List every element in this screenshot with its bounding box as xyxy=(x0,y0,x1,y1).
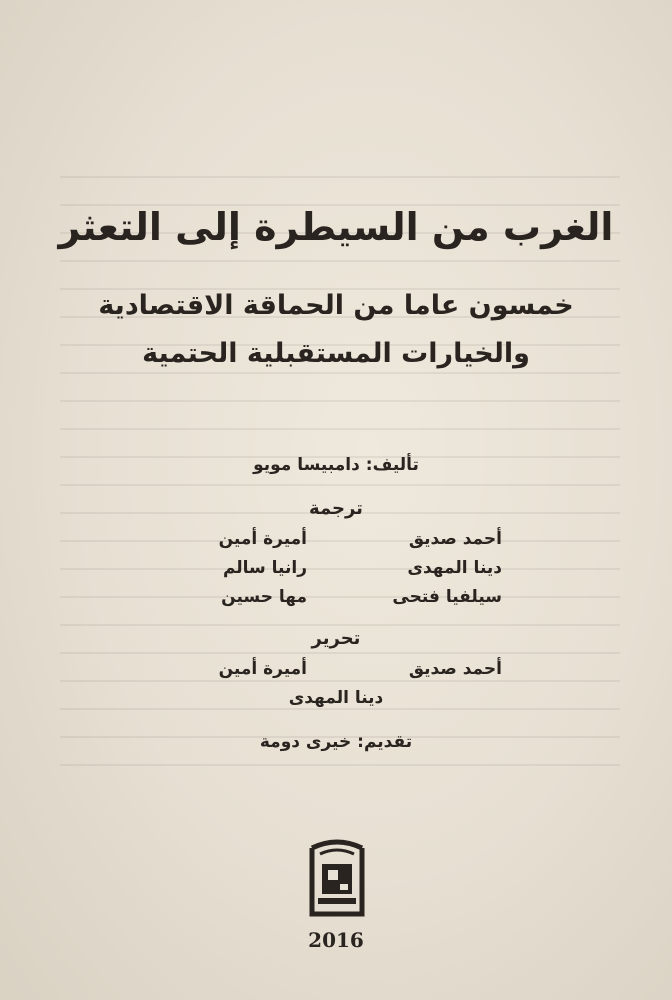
subtitle-line-2: والخيارات المستقبلية الحتمية xyxy=(142,338,530,369)
translators-left-column xyxy=(157,525,307,612)
translator-name: دينا المهدى xyxy=(407,558,502,578)
editor-name: دينا المهدى xyxy=(288,688,384,708)
publication-year: 2016 xyxy=(308,928,364,952)
translator-name: أميرة أمين xyxy=(218,529,307,549)
translator-name: رانيا سالم xyxy=(222,558,307,578)
translator-name: مها حسين xyxy=(221,587,307,607)
translator-name: أحمد صديق xyxy=(408,529,502,549)
publisher-logo-icon xyxy=(308,838,366,918)
book-title: الغرب من السيطرة إلى التعثر xyxy=(58,205,614,249)
translators-right-column xyxy=(332,525,502,612)
author-line: تأليف: دامبيسا مويو xyxy=(253,455,419,475)
editors-right-column xyxy=(332,655,502,684)
bleed-through-text xyxy=(60,150,620,890)
editing-heading: تحرير xyxy=(311,628,361,649)
translation-heading: ترجمة xyxy=(309,498,363,519)
translator-name: سيلفيا فتحى xyxy=(392,587,502,607)
subtitle-line-1: خمسون عاما من الحماقة الاقتصادية xyxy=(98,290,574,321)
editor-name: أحمد صديق xyxy=(408,659,502,679)
editors-left-column xyxy=(157,655,307,684)
preface-line: تقديم: خيرى دومة xyxy=(259,732,413,752)
editor-name: أميرة أمين xyxy=(218,659,307,679)
